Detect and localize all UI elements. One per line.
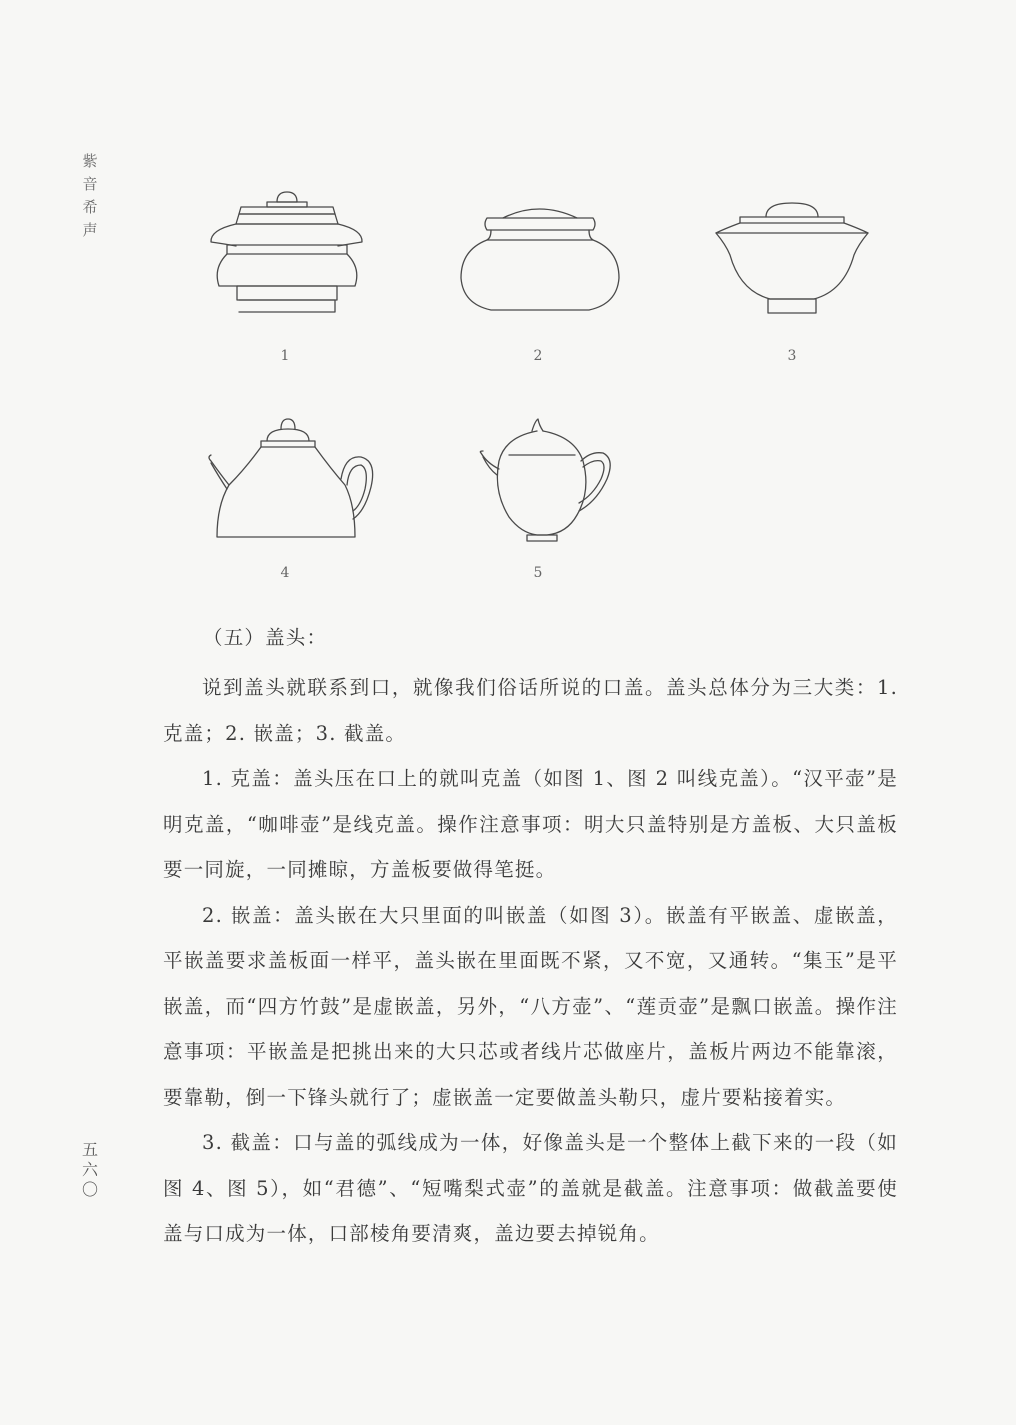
side-title <box>80 150 100 242</box>
figure-5 <box>475 415 620 545</box>
paragraph: 1. 克盖：盖头压在口上的就叫克盖（如图 1、图 2 叫线克盖）。“汉平壶”是明克盖，“咖啡壶”是线克盖。操作注意事项：明大只盖特别是方盖板、大只盖板要一同旋，一同摊晾，方盖板要做得笔挺。 <box>163 767 898 881</box>
pot-lid-type-2-icon <box>455 200 625 320</box>
page-number-char: 五 <box>81 1140 98 1159</box>
page-number <box>78 1140 102 1200</box>
section-heading: （五）盖头： <box>203 626 328 649</box>
figure-1 <box>205 190 370 320</box>
pot-lid-type-1-icon <box>205 190 370 320</box>
side-title-char: 希 <box>82 198 98 216</box>
figure-label: 1 <box>280 348 290 364</box>
paragraph: 3. 截盖：口与盖的弧线成为一体，好像盖头是一个整体上截下来的一段（如图 4、图 5），如“君德”、“短嘴梨式壶”的盖就是截盖。注意事项：做截盖要使盖与口成为一体，口部棱角要清爽，盖边要去掉锐角。 <box>163 1131 898 1245</box>
paragraph: 说到盖头就联系到口，就像我们俗话所说的口盖。盖头总体分为三大类：1. 克盖；2. 嵌盖；3. 截盖。 <box>163 676 898 745</box>
pot-lid-type-3-icon <box>710 195 875 320</box>
page-number-char: 〇 <box>81 1180 98 1199</box>
body-text <box>163 665 898 1257</box>
figure-4 <box>205 415 380 545</box>
teapot-lid-type-5-icon <box>475 415 620 545</box>
figure-label: 5 <box>533 565 543 581</box>
figure-2 <box>455 200 625 320</box>
side-title-char: 音 <box>82 175 98 193</box>
figure-3 <box>710 195 875 320</box>
paragraph: 2. 嵌盖：盖头嵌在大只里面的叫嵌盖（如图 3）。嵌盖有平嵌盖、虚嵌盖，平嵌盖要求盖板面一样平，盖头嵌在里面既不紧，又不宽，又通转。“集玉”是平嵌盖，而“四方竹鼓”是虚嵌盖，另外，“八方壶”、“莲贡壶”是飘口嵌盖。操作注意事项：平嵌盖是把挑出来的大只芯或者线片芯做座片，盖板片两边不能靠滚，要靠勒，倒一下锋头就行了；虚嵌盖一定要做盖头勒只，虚片要粘接着实。 <box>163 903 898 1109</box>
side-title-char: 声 <box>82 221 98 239</box>
figure-label: 2 <box>533 348 543 364</box>
figure-label: 4 <box>280 565 290 581</box>
side-title-char: 紫 <box>82 152 98 170</box>
page-number-char: 六 <box>81 1160 98 1179</box>
figure-label: 3 <box>787 348 797 364</box>
teapot-lid-type-4-icon <box>205 415 380 545</box>
